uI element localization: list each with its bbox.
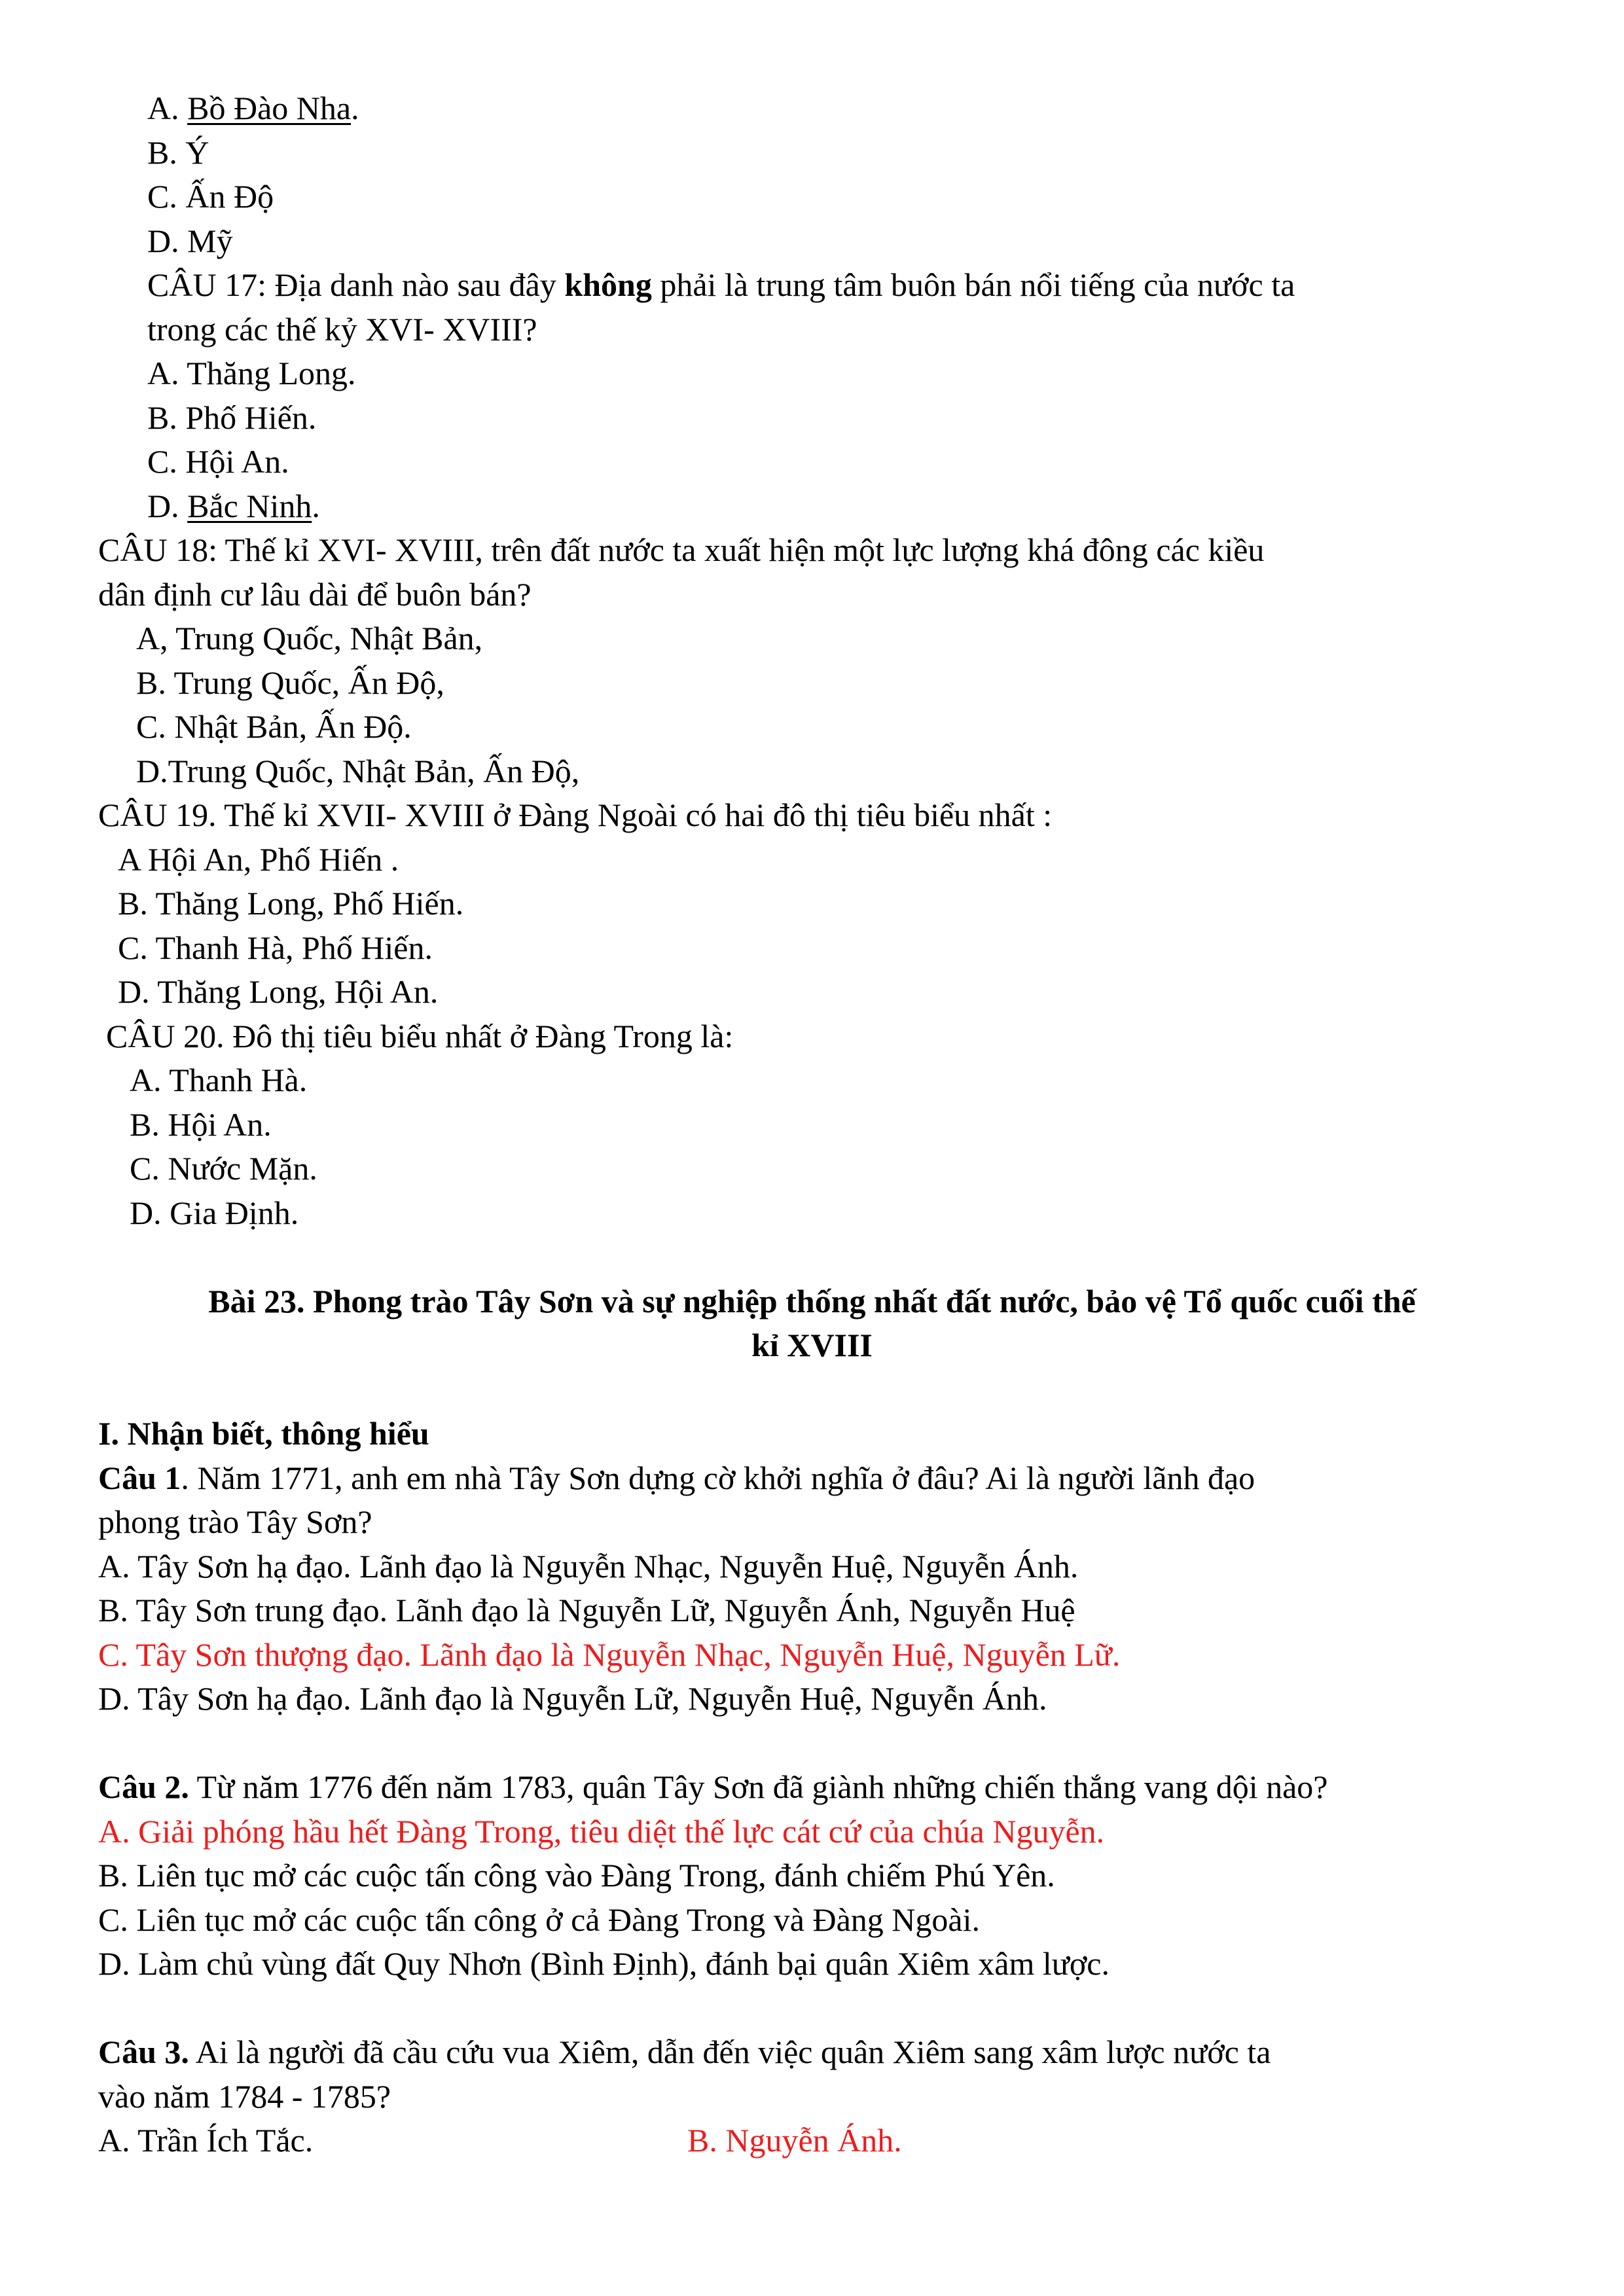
c1-label: Câu 1 bbox=[98, 1460, 181, 1496]
c2-question: Câu 2. Từ năm 1776 đến năm 1783, quân Tây Sơn đã giành những chiến thắng vang dội nào? bbox=[98, 1768, 1328, 1805]
c2-option-a-correct: A. Giải phóng hầu hết Đàng Trong, tiêu diệt thế lực cát cứ của chúa Nguyễn. bbox=[98, 1813, 1105, 1850]
lesson-title-line-1: Bài 23. Phong trào Tây Sơn và sự nghiệp thống nhất đất nước, bảo vệ Tổ quốc cuối thế bbox=[208, 1283, 1416, 1319]
q17-option-a: A. Thăng Long. bbox=[147, 355, 356, 391]
c1-option-b: B. Tây Sơn trung đạo. Lãnh đạo là Nguyễn Lữ, Nguyễn Ánh, Nguyễn Huệ bbox=[98, 1592, 1075, 1628]
c2-option-b: B. Liên tục mở các cuộc tấn công vào Đàng Trong, đánh chiếm Phú Yên. bbox=[98, 1857, 1055, 1893]
c3-question-line-1: Câu 3. Ai là người đã cầu cứu vua Xiêm, dẫn đến việc quân Xiêm sang xâm lược nước ta bbox=[98, 2034, 1271, 2070]
q18-question-line-1: CÂU 18: Thế kỉ XVI- XVIII, trên đất nước ta xuất hiện một lực lượng khá đông các kiều bbox=[98, 531, 1265, 568]
c1-option-a: A. Tây Sơn hạ đạo. Lãnh đạo là Nguyễn Nhạc, Nguyễn Huệ, Nguyễn Ánh. bbox=[98, 1548, 1079, 1585]
q17-option-d: D. Bắc Ninh. bbox=[147, 488, 320, 524]
q18-option-d: D.Trung Quốc, Nhật Bản, Ấn Độ, bbox=[136, 753, 580, 789]
c2-option-c: C. Liên tục mở các cuộc tấn công ở cả Đàng Trong và Đàng Ngoài. bbox=[98, 1901, 980, 1938]
q17-answer-underlined: Bắc Ninh bbox=[187, 488, 312, 524]
q17-option-c: C. Hội An. bbox=[147, 443, 289, 480]
c1-question-line-2: phong trào Tây Sơn? bbox=[98, 1503, 372, 1540]
q18-option-a: A, Trung Quốc, Nhật Bản, bbox=[136, 620, 483, 656]
q16-answer-underlined: Bồ Đào Nha bbox=[187, 90, 352, 126]
c3-question-line-2: vào năm 1784 - 1785? bbox=[98, 2078, 391, 2115]
q17-option-b: B. Phố Hiến. bbox=[147, 399, 317, 436]
q19-option-a: A Hội An, Phố Hiến . bbox=[118, 841, 399, 878]
c1-option-c-correct: C. Tây Sơn thượng đạo. Lãnh đạo là Nguyễn Nhạc, Nguyễn Huệ, Nguyễn Lữ. bbox=[98, 1636, 1121, 1673]
c1-question-line-1: Câu 1. Năm 1771, anh em nhà Tây Sơn dựng cờ khởi nghĩa ở đâu? Ai là người lãnh đạo bbox=[98, 1460, 1255, 1496]
c1-option-d: D. Tây Sơn hạ đạo. Lãnh đạo là Nguyễn Lữ, Nguyễn Huệ, Nguyễn Ánh. bbox=[98, 1680, 1047, 1717]
c3-option-a: A. Trần Ích Tắc. bbox=[98, 2122, 314, 2159]
q20-option-c: C. Nước Mặn. bbox=[130, 1150, 317, 1187]
c3-label: Câu 3. bbox=[98, 2034, 189, 2070]
q18-question-line-2: dân định cư lâu dài để buôn bán? bbox=[98, 576, 532, 613]
q16-option-c: C. Ấn Độ bbox=[147, 178, 274, 215]
q16-option-a: A. Bồ Đào Nha. bbox=[147, 90, 359, 126]
q17-emphasis: không bbox=[564, 266, 652, 303]
q17-question-line-2: trong các thế kỷ XVI- XVIII? bbox=[147, 311, 537, 348]
q20-question: CÂU 20. Đô thị tiêu biểu nhất ở Đàng Trong là: bbox=[106, 1018, 734, 1054]
c3-option-b-correct: B. Nguyễn Ánh. bbox=[687, 2122, 902, 2159]
q16-option-d: D. Mỹ bbox=[147, 223, 233, 259]
q19-option-d: D. Thăng Long, Hội An. bbox=[118, 973, 439, 1010]
q20-option-b: B. Hội An. bbox=[130, 1106, 272, 1143]
q20-option-a: A. Thanh Hà. bbox=[130, 1062, 308, 1098]
lesson-title-line-2: kỉ XVIII bbox=[751, 1327, 873, 1363]
q18-option-b: B. Trung Quốc, Ấn Độ, bbox=[136, 664, 444, 701]
q19-option-b: B. Thăng Long, Phố Hiến. bbox=[118, 885, 464, 922]
q16-option-b: B. Ý bbox=[147, 134, 209, 171]
q19-question: CÂU 19. Thế kỉ XVII- XVIII ở Đàng Ngoài có hai đô thị tiêu biểu nhất : bbox=[98, 797, 1053, 833]
q17-question-line-1: CÂU 17: Địa danh nào sau đây không phải là trung tâm buôn bán nổi tiếng của nước ta bbox=[147, 266, 1295, 303]
q18-option-c: C. Nhật Bản, Ấn Độ. bbox=[136, 708, 412, 745]
q20-option-d: D. Gia Định. bbox=[130, 1194, 299, 1231]
section-heading: I. Nhận biết, thông hiểu bbox=[98, 1415, 429, 1452]
c2-label: Câu 2. bbox=[98, 1768, 189, 1805]
c2-option-d: D. Làm chủ vùng đất Quy Nhơn (Bình Định), đánh bại quân Xiêm xâm lược. bbox=[98, 1945, 1110, 1982]
q19-option-c: C. Thanh Hà, Phố Hiến. bbox=[118, 929, 433, 966]
